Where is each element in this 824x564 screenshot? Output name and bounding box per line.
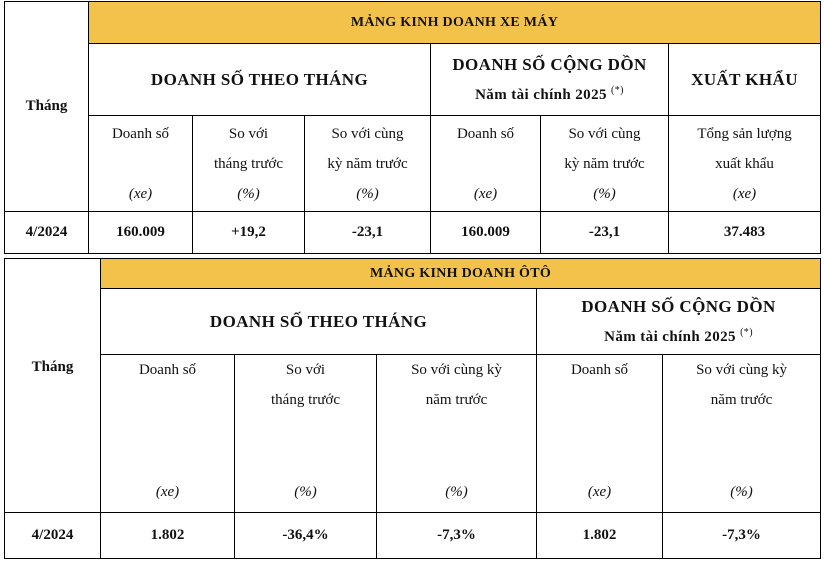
col-label-line: tháng trước bbox=[271, 392, 340, 408]
cumulative-line1: DOANH SỐ CỘNG DỒN bbox=[452, 54, 647, 74]
col-label-line: Doanh số bbox=[138, 362, 197, 378]
table-row bbox=[5, 212, 821, 254]
motorbike-table bbox=[4, 1, 821, 254]
col-label-line: So với cùng bbox=[568, 125, 641, 142]
row-vs-prev: +19,2 bbox=[193, 212, 305, 254]
col-label-line: kỳ năm trước bbox=[327, 155, 408, 172]
export-group: XUẤT KHẨU bbox=[669, 44, 821, 116]
monthly-sales-group: DOANH SỐ THEO THÁNG bbox=[101, 289, 537, 355]
unit-label: (%) bbox=[237, 185, 260, 202]
row-month: 4/2024 bbox=[5, 212, 89, 254]
month-header: Tháng bbox=[5, 2, 89, 212]
col-sales bbox=[89, 116, 193, 212]
unit-label: (%) bbox=[294, 484, 317, 500]
unit-label: (%) bbox=[445, 484, 468, 500]
col-cum-yoy bbox=[663, 355, 821, 513]
row-cum-sales: 160.009 bbox=[431, 212, 541, 254]
unit-label: (xe) bbox=[732, 185, 757, 202]
col-vs-yoy bbox=[377, 355, 537, 513]
col-cum-sales bbox=[537, 355, 663, 513]
row-export: 37.483 bbox=[669, 212, 821, 254]
col-label-line: kỳ năm trước bbox=[564, 155, 645, 172]
col-vs-prev-month bbox=[193, 116, 305, 212]
col-label-line: xuất khẩu bbox=[715, 155, 774, 172]
col-label-line: So với cùng kỳ bbox=[411, 362, 502, 378]
footnote-mark: (*) bbox=[740, 326, 753, 338]
col-vs-yoy bbox=[305, 116, 431, 212]
col-label-line: So với bbox=[285, 362, 326, 378]
col-label-line: Doanh số bbox=[570, 362, 629, 378]
unit-label: (%) bbox=[356, 185, 379, 202]
row-vs-yoy: -23,1 bbox=[305, 212, 431, 254]
row-sales: 1.802 bbox=[101, 513, 235, 559]
col-cum-sales bbox=[431, 116, 541, 212]
col-export-total bbox=[669, 116, 821, 212]
row-month: 4/2024 bbox=[5, 513, 101, 559]
unit-label: (xe) bbox=[128, 185, 153, 202]
col-sales bbox=[101, 355, 235, 513]
unit-label: (xe) bbox=[473, 185, 498, 202]
unit-label: (xe) bbox=[155, 484, 180, 500]
cumulative-line2: Năm tài chính 2025 bbox=[475, 86, 607, 103]
row-vs-prev: -36,4% bbox=[235, 513, 377, 559]
col-label-line: So với cùng kỳ bbox=[696, 362, 787, 378]
col-label-line: tháng trước bbox=[214, 155, 283, 172]
unit-label: (%) bbox=[730, 484, 753, 500]
cumulative-sales-group bbox=[537, 289, 821, 355]
month-header: Tháng bbox=[5, 259, 101, 513]
monthly-sales-group: DOANH SỐ THEO THÁNG bbox=[89, 44, 431, 116]
motorbike-section-title: MẢNG KINH DOANH XE MÁY bbox=[89, 2, 821, 44]
car-table bbox=[4, 258, 821, 559]
row-cum-yoy: -23,1 bbox=[541, 212, 669, 254]
footnote-mark: (*) bbox=[611, 84, 624, 96]
row-cum-yoy: -7,3% bbox=[663, 513, 821, 559]
col-sales-label: Doanh số bbox=[111, 125, 170, 142]
col-cum-yoy bbox=[541, 116, 669, 212]
cumulative-line1: DOANH SỐ CỘNG DỒN bbox=[581, 296, 776, 316]
col-vs-prev-month bbox=[235, 355, 377, 513]
unit-label: (xe) bbox=[587, 484, 612, 500]
cumulative-sales-group bbox=[431, 44, 669, 116]
col-label-line: So với bbox=[228, 125, 269, 142]
col-label-line: So với cùng bbox=[331, 125, 404, 142]
row-vs-yoy: -7,3% bbox=[377, 513, 537, 559]
col-label-line: Doanh số bbox=[456, 125, 515, 142]
row-cum-sales: 1.802 bbox=[537, 513, 663, 559]
col-label-line: năm trước bbox=[710, 392, 773, 408]
car-section-title: MẢNG KINH DOANH ÔTÔ bbox=[101, 259, 821, 289]
col-label-line: Tổng sản lượng bbox=[697, 125, 792, 142]
unit-label: (%) bbox=[593, 185, 616, 202]
cumulative-line2: Năm tài chính 2025 bbox=[604, 328, 736, 345]
row-sales: 160.009 bbox=[89, 212, 193, 254]
table-row bbox=[5, 513, 821, 559]
col-label-line: năm trước bbox=[425, 392, 488, 408]
